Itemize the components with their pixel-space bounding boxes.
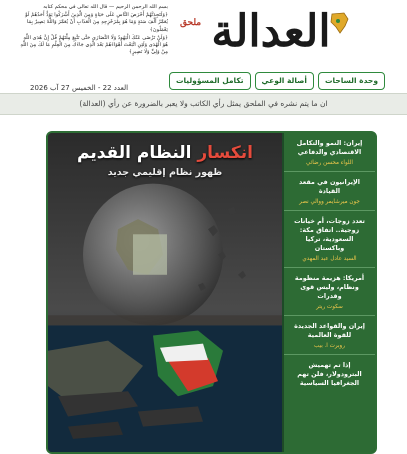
cover-title-white: النظام القديم <box>77 143 192 163</box>
article-title: إيران والقواعد الجديدة للقوة العالمية <box>294 322 365 339</box>
tab-authenticity-of-awareness[interactable]: أصالة الوعي <box>255 72 314 90</box>
masthead-logo <box>180 4 362 62</box>
disclaimer-banner: ان ما يتم نشره في الملحق يمثل رأي الكاتب ولا يعبر بالضرورة عن رأي (العدالة) <box>0 93 407 115</box>
tab-integration-of-responsibilities[interactable]: تكامل المسؤوليات <box>169 72 251 90</box>
contents-sidebar <box>284 133 375 452</box>
contents-item[interactable] <box>284 133 375 172</box>
contents-item[interactable] <box>284 355 375 392</box>
tab-unity-of-fronts[interactable]: وحدة الساحات <box>318 72 385 90</box>
cover-subtitle: ظهور نظام إقليمي جديد <box>107 167 223 178</box>
article-author: روبرت ا. بيب <box>314 343 345 349</box>
article-author: سكوت ريتر <box>316 304 343 310</box>
contents-item[interactable] <box>284 172 375 211</box>
cover-card <box>46 131 377 454</box>
contents-item[interactable] <box>284 268 375 316</box>
contents-item[interactable] <box>284 316 375 355</box>
article-title: إيران: النمو والتكامل الاقتصادي والدفاعي <box>296 139 363 156</box>
issue-date: العدد 22 - الخميس 27 آب 2026 <box>30 84 129 92</box>
section-tabs <box>162 72 385 90</box>
masthead-title: العدالة <box>211 6 331 57</box>
cover-image <box>48 133 282 452</box>
cover-title-red: انكسار <box>197 143 253 163</box>
masthead-subtitle: ملحق <box>180 18 202 28</box>
contents-item[interactable] <box>284 211 375 268</box>
verse-line: بسم الله الرحمن الرحيم — قال الله تعالى في محكم كتابه <box>43 4 168 10</box>
article-author: اللواء محسن رضائي <box>306 160 353 166</box>
article-title: الإيرانيون في مقعد القيادة <box>299 178 360 195</box>
article-author: جون ميرشايمر ووالي نصر <box>299 199 360 205</box>
article-title: إذا تم تهميش البترودولار، فلن تهم الجغرافيا السياسية <box>297 361 362 387</box>
verse-line: ﴿وَلَنْ تَرْضَى عَنْكَ الْيَهُودُ وَلَا النَّصَارَى حَتَّى تَتَّبِعَ مِلَّتَهُمْ قُلْ إِنَّ هُدَى اللَّهِ هُوَ الْهُدَى وَلَئِنِ اتَّبَعْتَ أَهْوَاءَهُمْ بَعْدَ الَّذِي جَاءَكَ مِنَ الْعِلْمِ مَا لَكَ مِنَ اللَّهِ مِنْ وَلِيٍّ وَلَا نَصِيرٍ﴾ <box>20 34 168 56</box>
article-title: أمريكا: هزيمة منظومة ونظام، وليس قوى وقدرات <box>294 274 365 300</box>
verse-line: ﴿وَلَتَجِدَنَّهُمْ أَحْرَصَ النَّاسِ عَلَى حَيَاةٍ وَمِنَ الَّذِينَ أَشْرَكُوا يَوَدُّ أَحَدُهُمْ لَوْ يُعَمَّرُ أَلْفَ سَنَةٍ وَمَا هُوَ بِمُزَحْزِحِهِ مِنَ الْعَذَابِ أَنْ يُعَمَّرَ وَاللَّهُ بَصِيرٌ بِمَا يَعْمَلُونَ﴾ <box>25 12 168 33</box>
map-icon <box>326 10 352 36</box>
quran-verses <box>20 4 168 90</box>
cover-title <box>56 143 274 163</box>
article-title: تعدد زوجات، أم خيانات زوجية.. اتفاق مكة: السعودية، تركيا وباكستان <box>294 217 365 252</box>
article-author: السيد عادل عبد المهدي <box>302 256 357 262</box>
